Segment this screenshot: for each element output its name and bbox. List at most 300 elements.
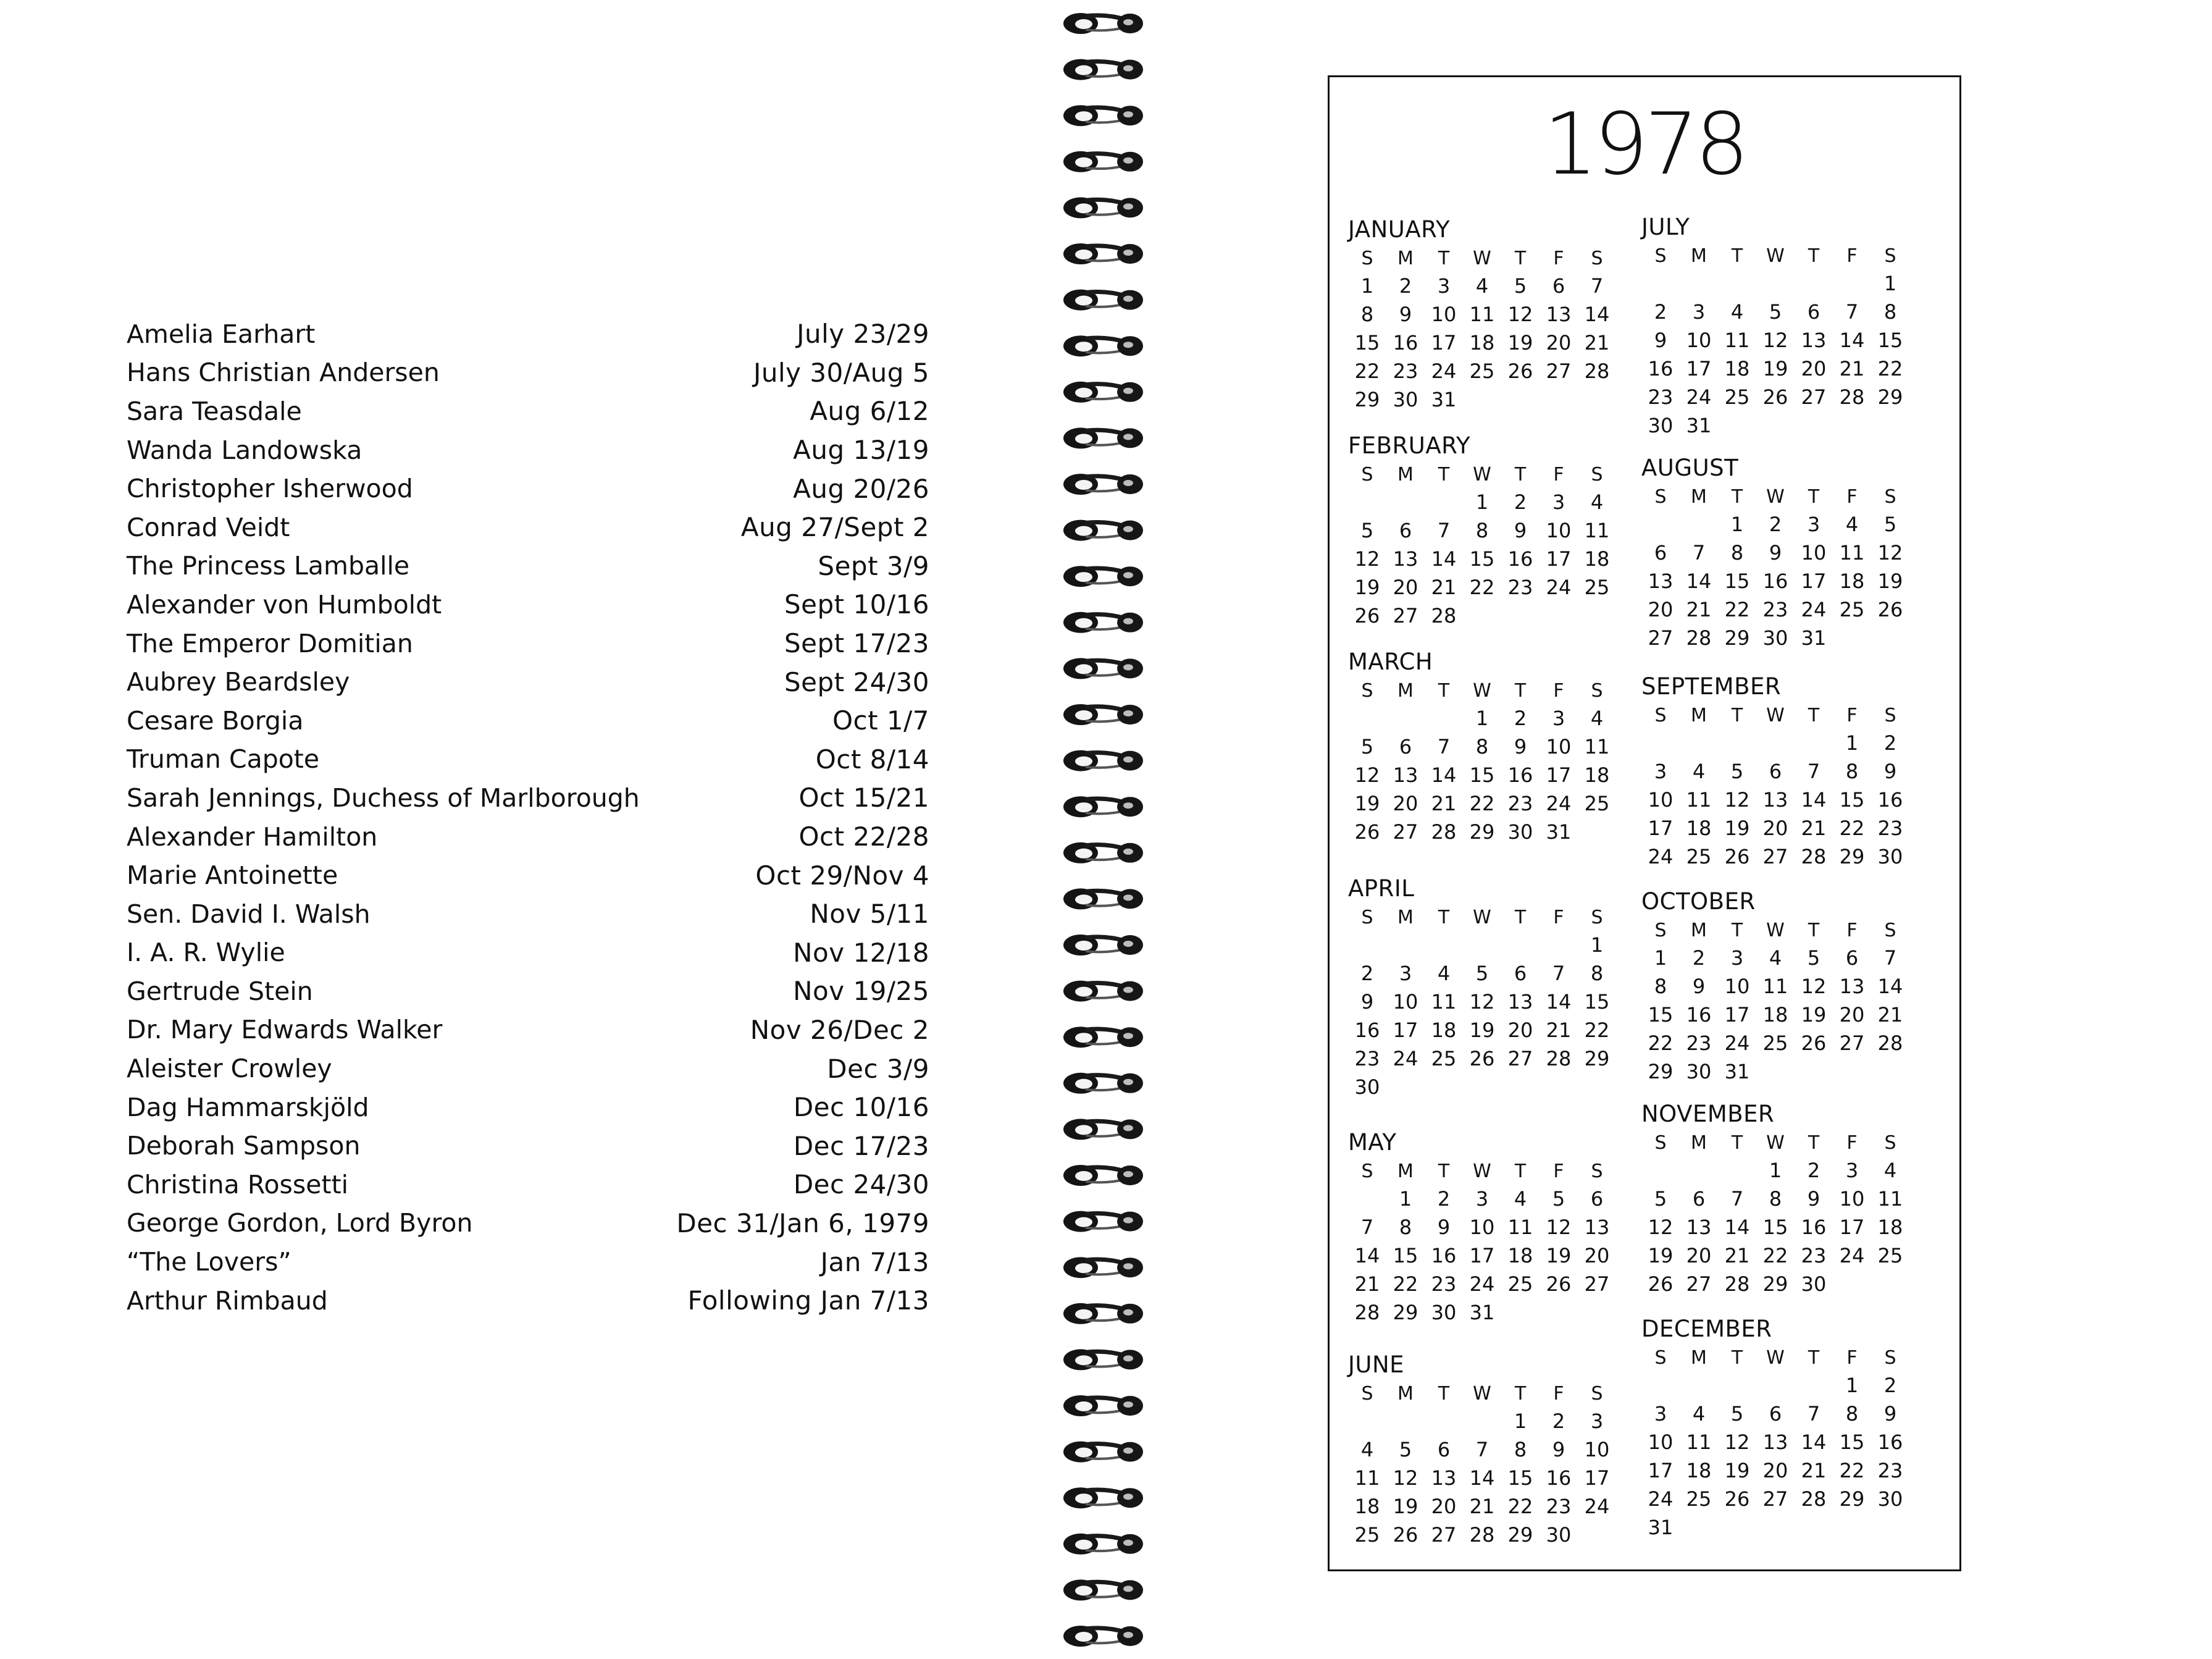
day-cell: 7 bbox=[1590, 274, 1604, 298]
day-cell: 21 bbox=[1431, 792, 1457, 815]
honoree-name: Alexander Hamilton bbox=[127, 821, 378, 852]
day-header: T bbox=[1438, 1160, 1450, 1182]
week-row bbox=[1641, 1485, 1907, 1513]
day-cell: 10 bbox=[1546, 735, 1572, 758]
day-cell: 11 bbox=[1762, 975, 1788, 998]
day-cell: 25 bbox=[1584, 576, 1610, 599]
day-cell: 24 bbox=[1686, 385, 1712, 409]
day-of-week-header bbox=[1641, 1129, 1907, 1156]
day-cell: 12 bbox=[1546, 1216, 1572, 1239]
day-cell: 26 bbox=[1724, 1487, 1750, 1511]
day-cell: 14 bbox=[1469, 1466, 1495, 1490]
spiral-coil bbox=[1063, 704, 1143, 725]
month-name: OCTOBER bbox=[1641, 888, 1756, 915]
day-cell: 4 bbox=[1883, 1159, 1897, 1182]
day-cell: 1 bbox=[1654, 946, 1667, 970]
day-header: S bbox=[1361, 247, 1373, 269]
day-header: W bbox=[1473, 1160, 1491, 1182]
day-header: M bbox=[1397, 679, 1414, 702]
day-cell: 8 bbox=[1399, 1216, 1412, 1239]
day-of-week-header bbox=[1641, 917, 1907, 944]
spiral-coil bbox=[1063, 1027, 1143, 1048]
day-cell: 16 bbox=[1507, 763, 1533, 787]
week-row bbox=[1348, 1298, 1614, 1327]
day-cell: 28 bbox=[1431, 604, 1457, 628]
week-row bbox=[1641, 1400, 1907, 1428]
day-cell: 1 bbox=[1769, 1159, 1782, 1182]
day-cell: 20 bbox=[1584, 1244, 1610, 1267]
spiral-coil bbox=[1063, 888, 1143, 909]
day-cell: 7 bbox=[1692, 541, 1706, 565]
day-cell: 30 bbox=[1801, 1272, 1827, 1296]
week-range: July 23/29 bbox=[797, 319, 929, 350]
month-name: MARCH bbox=[1348, 649, 1433, 675]
day-cell: 24 bbox=[1431, 359, 1457, 383]
day-cell: 3 bbox=[1590, 1409, 1604, 1433]
day-cell: 17 bbox=[1686, 357, 1712, 380]
day-cell: 14 bbox=[1431, 547, 1457, 571]
day-cell: 23 bbox=[1877, 817, 1903, 840]
day-cell: 5 bbox=[1769, 300, 1782, 324]
day-cell: 1 bbox=[1845, 1374, 1859, 1397]
day-cell: 15 bbox=[1469, 763, 1495, 787]
day-cell: 15 bbox=[1762, 1216, 1788, 1239]
day-cell: 15 bbox=[1393, 1244, 1418, 1267]
day-cell: 22 bbox=[1469, 792, 1495, 815]
week-range: Jan 7/13 bbox=[820, 1246, 929, 1277]
day-header: S bbox=[1361, 906, 1373, 928]
week-row bbox=[1348, 488, 1614, 516]
day-cell: 17 bbox=[1469, 1244, 1495, 1267]
day-cell: 22 bbox=[1877, 357, 1903, 380]
spiral-coil bbox=[1063, 59, 1143, 80]
day-cell: 29 bbox=[1724, 626, 1750, 650]
day-cell: 8 bbox=[1475, 519, 1489, 542]
day-cell: 26 bbox=[1354, 820, 1380, 844]
honoree-name: Sara Teasdale bbox=[127, 396, 302, 426]
spiral-coil bbox=[1063, 1534, 1143, 1555]
week-row bbox=[1641, 1185, 1907, 1213]
day-cell: 9 bbox=[1692, 975, 1706, 998]
day-cell: 31 bbox=[1801, 626, 1827, 650]
day-cell: 23 bbox=[1648, 385, 1674, 409]
day-of-week-header bbox=[1348, 904, 1614, 931]
day-cell: 4 bbox=[1475, 274, 1489, 298]
day-header: M bbox=[1691, 1132, 1707, 1154]
day-cell: 13 bbox=[1762, 1430, 1788, 1454]
honoree-name: The Princess Lamballe bbox=[127, 551, 410, 581]
day-cell: 30 bbox=[1686, 1060, 1712, 1083]
week-row bbox=[1348, 1270, 1614, 1298]
spiral-coil bbox=[1063, 1487, 1143, 1508]
day-cell: 1 bbox=[1514, 1409, 1527, 1433]
day-header: F bbox=[1553, 906, 1564, 928]
day-cell: 28 bbox=[1546, 1047, 1572, 1070]
day-cell: 7 bbox=[1883, 946, 1897, 970]
day-cell: 7 bbox=[1730, 1187, 1744, 1211]
day-header: M bbox=[1691, 1346, 1707, 1369]
day-cell: 5 bbox=[1360, 519, 1374, 542]
day-cell: 9 bbox=[1654, 329, 1667, 352]
day-cell: 6 bbox=[1437, 1438, 1451, 1461]
month-september bbox=[1641, 675, 1907, 871]
calendar-1978 bbox=[1328, 75, 1961, 1571]
week-range: Aug 27/Sept 2 bbox=[740, 512, 929, 543]
day-cell: 15 bbox=[1507, 1466, 1533, 1490]
day-cell: 14 bbox=[1546, 990, 1572, 1014]
week-row bbox=[1641, 595, 1907, 624]
day-header: T bbox=[1438, 463, 1450, 485]
day-header: F bbox=[1553, 1382, 1564, 1405]
week-row bbox=[1641, 567, 1907, 595]
day-header: W bbox=[1473, 679, 1491, 702]
day-cell: 19 bbox=[1546, 1244, 1572, 1267]
spiral-coil bbox=[1063, 566, 1143, 587]
day-cell: 10 bbox=[1686, 329, 1712, 352]
day-cell: 26 bbox=[1354, 604, 1380, 628]
day-header: T bbox=[1731, 485, 1743, 508]
day-cell: 12 bbox=[1724, 788, 1750, 812]
day-cell: 17 bbox=[1801, 569, 1827, 593]
day-cell: 2 bbox=[1514, 707, 1527, 730]
day-cell: 11 bbox=[1469, 303, 1495, 326]
day-cell: 26 bbox=[1877, 598, 1903, 621]
day-cell: 31 bbox=[1546, 820, 1572, 844]
week-row bbox=[1348, 1016, 1614, 1044]
spiral-coil bbox=[1063, 1119, 1143, 1140]
week-row bbox=[1641, 757, 1907, 786]
day-cell: 3 bbox=[1552, 490, 1565, 514]
day-cell: 21 bbox=[1584, 331, 1610, 355]
day-header: T bbox=[1438, 906, 1450, 928]
day-cell: 2 bbox=[1654, 300, 1667, 324]
day-header: W bbox=[1766, 1346, 1785, 1369]
day-cell: 20 bbox=[1546, 331, 1572, 355]
honoree-name: Truman Capote bbox=[127, 744, 320, 775]
day-header: T bbox=[1808, 1346, 1820, 1369]
day-cell: 6 bbox=[1399, 735, 1412, 758]
honoree-name: Deborah Sampson bbox=[127, 1131, 361, 1161]
spiral-coil bbox=[1063, 105, 1143, 126]
day-cell: 7 bbox=[1437, 519, 1451, 542]
day-header: F bbox=[1553, 463, 1564, 485]
day-cell: 20 bbox=[1762, 1459, 1788, 1482]
day-cell: 12 bbox=[1762, 329, 1788, 352]
day-of-week-header bbox=[1348, 1380, 1614, 1407]
honoree-name: Christopher Isherwood bbox=[127, 474, 413, 504]
day-cell: 28 bbox=[1686, 626, 1712, 650]
spiral-coil bbox=[1063, 1073, 1143, 1094]
day-cell: 14 bbox=[1877, 975, 1903, 998]
day-header: S bbox=[1361, 1382, 1373, 1405]
month-march bbox=[1348, 650, 1614, 846]
day-of-week-header bbox=[1641, 483, 1907, 510]
week-range: Oct 15/21 bbox=[798, 783, 929, 813]
day-cell: 29 bbox=[1507, 1523, 1533, 1547]
day-cell: 27 bbox=[1507, 1047, 1533, 1070]
week-range: July 30/Aug 5 bbox=[753, 357, 929, 388]
week-range: Dec 17/23 bbox=[793, 1130, 929, 1161]
day-cell: 18 bbox=[1584, 547, 1610, 571]
day-cell: 26 bbox=[1801, 1031, 1827, 1055]
day-header: M bbox=[1397, 463, 1414, 485]
day-cell: 18 bbox=[1762, 1003, 1788, 1027]
month-name: APRIL bbox=[1348, 875, 1415, 902]
day-cell: 26 bbox=[1724, 845, 1750, 868]
day-header: S bbox=[1361, 679, 1373, 702]
week-row bbox=[1641, 1241, 1907, 1270]
day-cell: 1 bbox=[1730, 513, 1744, 536]
day-cell: 10 bbox=[1801, 541, 1827, 565]
day-header: T bbox=[1808, 1132, 1820, 1154]
spiral-coil bbox=[1063, 1211, 1143, 1232]
day-header: S bbox=[1654, 1346, 1667, 1369]
calendar-year-title: 1978 bbox=[1543, 94, 1746, 194]
spiral-coil bbox=[1063, 1626, 1143, 1647]
day-header: T bbox=[1731, 704, 1743, 726]
day-cell: 27 bbox=[1393, 820, 1418, 844]
day-cell: 30 bbox=[1393, 388, 1418, 411]
day-header: M bbox=[1397, 906, 1414, 928]
day-cell: 21 bbox=[1724, 1244, 1750, 1267]
day-cell: 1 bbox=[1883, 272, 1897, 295]
day-cell: 22 bbox=[1584, 1018, 1610, 1042]
day-header: S bbox=[1654, 485, 1667, 508]
day-cell: 26 bbox=[1762, 385, 1788, 409]
spiral-coil bbox=[1063, 842, 1143, 863]
day-cell: 14 bbox=[1801, 1430, 1827, 1454]
week-row bbox=[1641, 1057, 1907, 1086]
day-cell: 24 bbox=[1801, 598, 1827, 621]
day-header: T bbox=[1514, 1382, 1527, 1405]
day-cell: 24 bbox=[1469, 1272, 1495, 1296]
week-row bbox=[1641, 355, 1907, 383]
day-cell: 26 bbox=[1507, 359, 1533, 383]
day-cell: 10 bbox=[1584, 1438, 1610, 1461]
spiral-coil bbox=[1063, 243, 1143, 264]
week-range: Oct 1/7 bbox=[832, 705, 929, 736]
spiral-coil bbox=[1063, 335, 1143, 356]
day-cell: 24 bbox=[1648, 1487, 1674, 1511]
day-cell: 27 bbox=[1393, 604, 1418, 628]
honoree-name: Sarah Jennings, Duchess of Marlborough bbox=[127, 783, 640, 813]
day-cell: 4 bbox=[1590, 490, 1604, 514]
week-row bbox=[1641, 624, 1907, 652]
day-cell: 21 bbox=[1469, 1495, 1495, 1518]
week-row bbox=[1348, 959, 1614, 988]
day-cell: 27 bbox=[1801, 385, 1827, 409]
day-cell: 29 bbox=[1584, 1047, 1610, 1070]
day-header: S bbox=[1654, 1132, 1667, 1154]
week-row bbox=[1641, 383, 1907, 411]
day-cell: 28 bbox=[1801, 1487, 1827, 1511]
day-cell: 25 bbox=[1507, 1272, 1533, 1296]
day-cell: 28 bbox=[1801, 845, 1827, 868]
week-row bbox=[1348, 761, 1614, 789]
day-cell: 18 bbox=[1354, 1495, 1380, 1518]
day-header: S bbox=[1884, 1132, 1896, 1154]
day-cell: 9 bbox=[1514, 519, 1527, 542]
week-row bbox=[1348, 300, 1614, 329]
day-cell: 16 bbox=[1431, 1244, 1457, 1267]
day-cell: 29 bbox=[1354, 388, 1380, 411]
day-cell: 8 bbox=[1883, 300, 1897, 324]
week-row bbox=[1348, 1185, 1614, 1213]
day-cell: 15 bbox=[1839, 1430, 1865, 1454]
day-cell: 25 bbox=[1724, 385, 1750, 409]
week-row bbox=[1348, 1407, 1614, 1435]
day-cell: 21 bbox=[1354, 1272, 1380, 1296]
day-cell: 23 bbox=[1762, 598, 1788, 621]
day-cell: 12 bbox=[1877, 541, 1903, 565]
day-header: W bbox=[1473, 247, 1491, 269]
day-cell: 10 bbox=[1469, 1216, 1495, 1239]
day-cell: 14 bbox=[1584, 303, 1610, 326]
day-cell: 16 bbox=[1801, 1216, 1827, 1239]
day-cell: 16 bbox=[1354, 1018, 1380, 1042]
day-cell: 22 bbox=[1762, 1244, 1788, 1267]
day-cell: 19 bbox=[1724, 1459, 1750, 1482]
day-cell: 11 bbox=[1431, 990, 1457, 1014]
day-header: S bbox=[1591, 463, 1603, 485]
day-cell: 31 bbox=[1724, 1060, 1750, 1083]
day-header: W bbox=[1766, 245, 1785, 267]
day-cell: 19 bbox=[1354, 792, 1380, 815]
dedication-week-list bbox=[127, 315, 929, 1320]
day-cell: 6 bbox=[1769, 1402, 1782, 1426]
honoree-name: I. A. R. Wylie bbox=[127, 938, 285, 968]
week-row bbox=[1641, 842, 1907, 871]
day-header: W bbox=[1766, 704, 1785, 726]
day-cell: 28 bbox=[1431, 820, 1457, 844]
day-cell: 25 bbox=[1839, 598, 1865, 621]
month-april bbox=[1348, 877, 1614, 1101]
day-cell: 10 bbox=[1431, 303, 1457, 326]
day-cell: 26 bbox=[1546, 1272, 1572, 1296]
spiral-coils bbox=[1050, 0, 1161, 1657]
day-cell: 21 bbox=[1546, 1018, 1572, 1042]
day-cell: 12 bbox=[1801, 975, 1827, 998]
day-cell: 22 bbox=[1507, 1495, 1533, 1518]
day-cell: 27 bbox=[1686, 1272, 1712, 1296]
week-row bbox=[1348, 1073, 1614, 1101]
day-header: T bbox=[1731, 1132, 1743, 1154]
day-cell: 23 bbox=[1877, 1459, 1903, 1482]
honoree-name: Wanda Landowska bbox=[127, 435, 362, 465]
day-cell: 16 bbox=[1877, 1430, 1903, 1454]
day-cell: 13 bbox=[1686, 1216, 1712, 1239]
day-cell: 10 bbox=[1648, 1430, 1674, 1454]
week-row bbox=[1348, 602, 1614, 630]
day-cell: 1 bbox=[1475, 707, 1489, 730]
day-header: W bbox=[1473, 906, 1491, 928]
day-header: F bbox=[1846, 704, 1858, 726]
day-cell: 10 bbox=[1393, 990, 1418, 1014]
day-cell: 25 bbox=[1877, 1244, 1903, 1267]
day-header: S bbox=[1591, 1160, 1603, 1182]
day-header: S bbox=[1884, 245, 1896, 267]
day-cell: 29 bbox=[1762, 1272, 1788, 1296]
week-range: Oct 29/Nov 4 bbox=[755, 860, 929, 891]
day-cell: 4 bbox=[1730, 300, 1744, 324]
honoree-name: Christina Rossetti bbox=[127, 1169, 349, 1199]
day-cell: 20 bbox=[1431, 1495, 1457, 1518]
week-row bbox=[1641, 269, 1907, 298]
day-cell: 21 bbox=[1431, 576, 1457, 599]
day-cell: 23 bbox=[1393, 359, 1418, 383]
day-header: T bbox=[1514, 906, 1527, 928]
day-header: M bbox=[1397, 247, 1414, 269]
week-row bbox=[1641, 944, 1907, 972]
week-range: Sept 10/16 bbox=[784, 589, 929, 620]
day-of-week-header bbox=[1641, 242, 1907, 269]
day-cell: 18 bbox=[1469, 331, 1495, 355]
day-cell: 17 bbox=[1546, 547, 1572, 571]
week-range: Nov 26/Dec 2 bbox=[750, 1014, 929, 1045]
day-header: T bbox=[1514, 247, 1527, 269]
week-row bbox=[1641, 1001, 1907, 1029]
week-row bbox=[1348, 1521, 1614, 1549]
day-cell: 25 bbox=[1686, 1487, 1712, 1511]
day-cell: 23 bbox=[1686, 1031, 1712, 1055]
day-cell: 11 bbox=[1686, 788, 1712, 812]
month-name: MAY bbox=[1348, 1129, 1397, 1156]
day-header: W bbox=[1473, 463, 1491, 485]
day-cell: 9 bbox=[1360, 990, 1374, 1014]
week-row bbox=[1641, 1513, 1907, 1542]
day-cell: 2 bbox=[1437, 1187, 1451, 1211]
day-header: S bbox=[1361, 1160, 1373, 1182]
day-cell: 7 bbox=[1552, 962, 1565, 985]
spiral-coil bbox=[1063, 1442, 1143, 1463]
day-header: F bbox=[1846, 919, 1858, 941]
day-cell: 7 bbox=[1845, 300, 1859, 324]
day-cell: 4 bbox=[1845, 513, 1859, 536]
day-header: F bbox=[1846, 1346, 1858, 1369]
week-row bbox=[1641, 1029, 1907, 1057]
day-cell: 23 bbox=[1507, 576, 1533, 599]
day-cell: 20 bbox=[1507, 1018, 1533, 1042]
day-cell: 16 bbox=[1686, 1003, 1712, 1027]
day-cell: 4 bbox=[1437, 962, 1451, 985]
day-header: S bbox=[1884, 1346, 1896, 1369]
day-cell: 15 bbox=[1877, 329, 1903, 352]
week-row bbox=[1641, 1428, 1907, 1456]
week-row bbox=[1348, 1435, 1614, 1464]
day-cell: 19 bbox=[1801, 1003, 1827, 1027]
day-header: T bbox=[1438, 247, 1450, 269]
day-of-week-header bbox=[1348, 677, 1614, 704]
day-cell: 27 bbox=[1546, 359, 1572, 383]
day-header: T bbox=[1438, 679, 1450, 702]
honoree-name: Gertrude Stein bbox=[127, 976, 313, 1006]
day-cell: 28 bbox=[1877, 1031, 1903, 1055]
day-cell: 13 bbox=[1801, 329, 1827, 352]
day-cell: 3 bbox=[1845, 1159, 1859, 1182]
day-cell: 25 bbox=[1354, 1523, 1380, 1547]
spiral-coil bbox=[1063, 1257, 1143, 1278]
honoree-name: Cesare Borgia bbox=[127, 705, 304, 736]
week-range: Oct 22/28 bbox=[798, 821, 929, 852]
week-range: Dec 24/30 bbox=[793, 1169, 929, 1200]
week-range: Nov 5/11 bbox=[810, 899, 929, 930]
month-name: JANUARY bbox=[1348, 216, 1451, 243]
day-cell: 21 bbox=[1686, 598, 1712, 621]
day-cell: 27 bbox=[1431, 1523, 1457, 1547]
day-cell: 16 bbox=[1877, 788, 1903, 812]
day-cell: 22 bbox=[1724, 598, 1750, 621]
day-cell: 3 bbox=[1399, 962, 1412, 985]
